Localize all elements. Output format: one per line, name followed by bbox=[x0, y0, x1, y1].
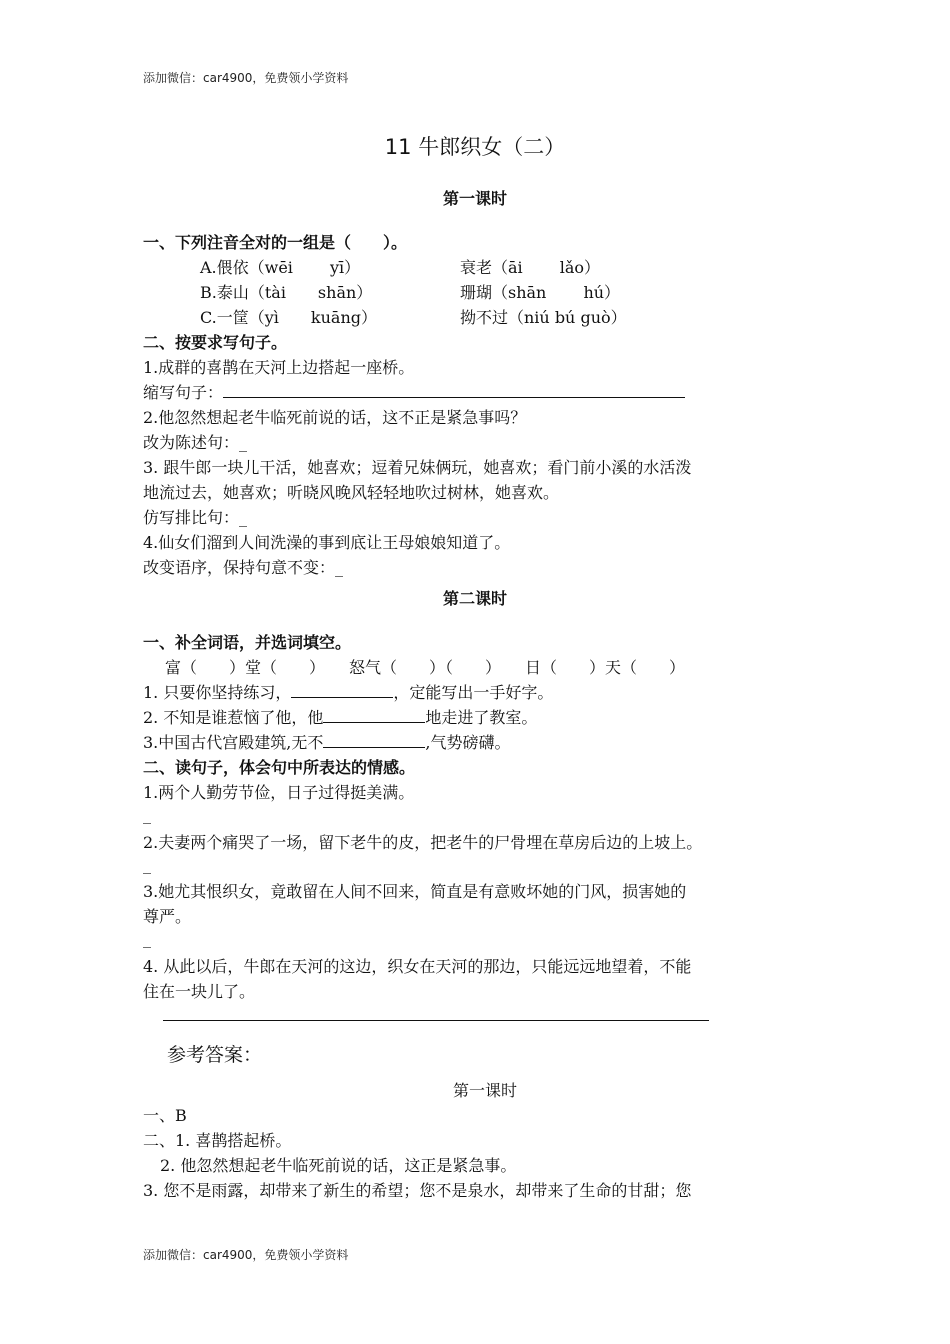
answer-blank[interactable] bbox=[323, 731, 425, 748]
l1-q1-option-c-right: 拗不过（niú bú guò） bbox=[460, 308, 627, 327]
l2-q2-sentence-1: 1.两个人勤劳节俭，日子过得挺美满。 bbox=[143, 783, 415, 802]
l1-q2-prompt-4: 改变语序，保持句意不变：_ bbox=[143, 558, 344, 577]
answers-title: 参考答案： bbox=[167, 1044, 263, 1066]
l2-q2-sentence-4a: 4. 从此以后，牛郎在天河的这边，织女在天河的那边，只能远远地望着，不能 bbox=[143, 957, 692, 976]
l1-q2-sentence-3b: 地流过去，她喜欢；听晓风晚风轻轻地吹过树林，她喜欢。 bbox=[143, 483, 560, 502]
l1-q1-option-b-right: 珊瑚（shān hú） bbox=[460, 283, 621, 302]
lesson1-heading: 第一课时 bbox=[442, 189, 507, 208]
l2-q1-title: 一、补全词语，并选词填空。 bbox=[143, 633, 352, 652]
page-title: 11 牛郎织女（二） bbox=[384, 135, 566, 159]
l1-q2-prompt-3: 仿写排比句：_ bbox=[143, 508, 248, 527]
section-divider bbox=[163, 1020, 709, 1021]
l2-q1-sentence-2: 2. 不知是谁惹恼了他，他 地走进了教室。 bbox=[143, 708, 538, 727]
l2-q1-words: 富（ ）堂（ ） 怒气（ ）（ ） 日（ ）天（ ） bbox=[165, 658, 686, 677]
page-footer: 添加微信：car4900，免费领小学资料 bbox=[143, 1248, 349, 1262]
answer-2-1: 二、1. 喜鹊搭起桥。 bbox=[143, 1131, 292, 1150]
l1-q1-option-a-left: A.偎依（wēi yī） bbox=[200, 258, 361, 277]
l1-q2-sentence-1: 1.成群的喜鹊在天河上边搭起一座桥。 bbox=[143, 358, 415, 377]
l2-q2-blank-2: _ bbox=[143, 855, 151, 874]
l2-q2-sentence-3a: 3.她尤其恨织女，竟敢留在人间不回来，简直是有意败坏她的门风，损害她的 bbox=[143, 882, 687, 901]
l1-q2-title: 二、按要求写句子。 bbox=[143, 333, 288, 352]
lesson2-heading: 第二课时 bbox=[442, 589, 507, 608]
l1-q2-sentence-2: 2.他忽然想起老牛临死前说的话，这不正是紧急事吗？ bbox=[143, 408, 527, 427]
l1-q2-prompt-2: 改为陈述句：_ bbox=[143, 433, 248, 452]
l2-q2-title: 二、读句子，体会句中所表达的情感。 bbox=[143, 758, 416, 777]
l2-q2-blank-3: _ bbox=[143, 929, 151, 948]
l2-q2-sentence-2: 2.夫妻两个痛哭了一场，留下老牛的皮，把老牛的尸骨埋在草房后边的上坡上。 bbox=[143, 833, 703, 852]
answer-2-3: 3. 您不是雨露，却带来了新生的希望；您不是泉水，却带来了生命的甘甜；您 bbox=[143, 1181, 692, 1200]
answer-1: 一、B bbox=[143, 1106, 187, 1125]
l2-q1-sentence-1: 1. 只要你坚持练习， ，定能写出一手好字。 bbox=[143, 683, 554, 702]
l2-q2-sentence-4b: 住在一块儿了。 bbox=[143, 982, 256, 1001]
l1-q1-option-c-left: C.一筐（yì kuāng） bbox=[200, 308, 378, 327]
answer-blank[interactable] bbox=[323, 706, 425, 723]
answers-lesson-heading: 第一课时 bbox=[452, 1081, 517, 1100]
page-header: 添加微信：car4900，免费领小学资料 bbox=[143, 71, 349, 85]
l1-q1-option-a-right: 衰老（āi lǎo） bbox=[460, 258, 601, 277]
l1-q2-sentence-3a: 3. 跟牛郎一块儿干活，她喜欢；逗着兄妹俩玩，她喜欢；看门前小溪的水活泼 bbox=[143, 458, 692, 477]
l2-q2-sentence-3b: 尊严。 bbox=[143, 907, 192, 926]
l1-q2-prompt-1: 缩写句子： bbox=[143, 380, 685, 403]
answer-2-2: 2. 他忽然想起老牛临死前说的话，这正是紧急事。 bbox=[160, 1156, 517, 1175]
l1-q1-title: 一、下列注音全对的一组是（ ）。 bbox=[143, 233, 408, 252]
answer-blank[interactable] bbox=[291, 681, 393, 698]
l2-q1-sentence-3: 3.中国古代宫殿建筑,无不 ,气势磅礴。 bbox=[143, 733, 511, 752]
l1-q1-option-b-left: B.泰山（tài shān） bbox=[200, 283, 373, 302]
l1-q2-sentence-4: 4.仙女们溜到人间洗澡的事到底让王母娘娘知道了。 bbox=[143, 533, 511, 552]
l2-q2-blank-1: _ bbox=[143, 805, 151, 824]
answer-blank[interactable] bbox=[223, 381, 685, 398]
